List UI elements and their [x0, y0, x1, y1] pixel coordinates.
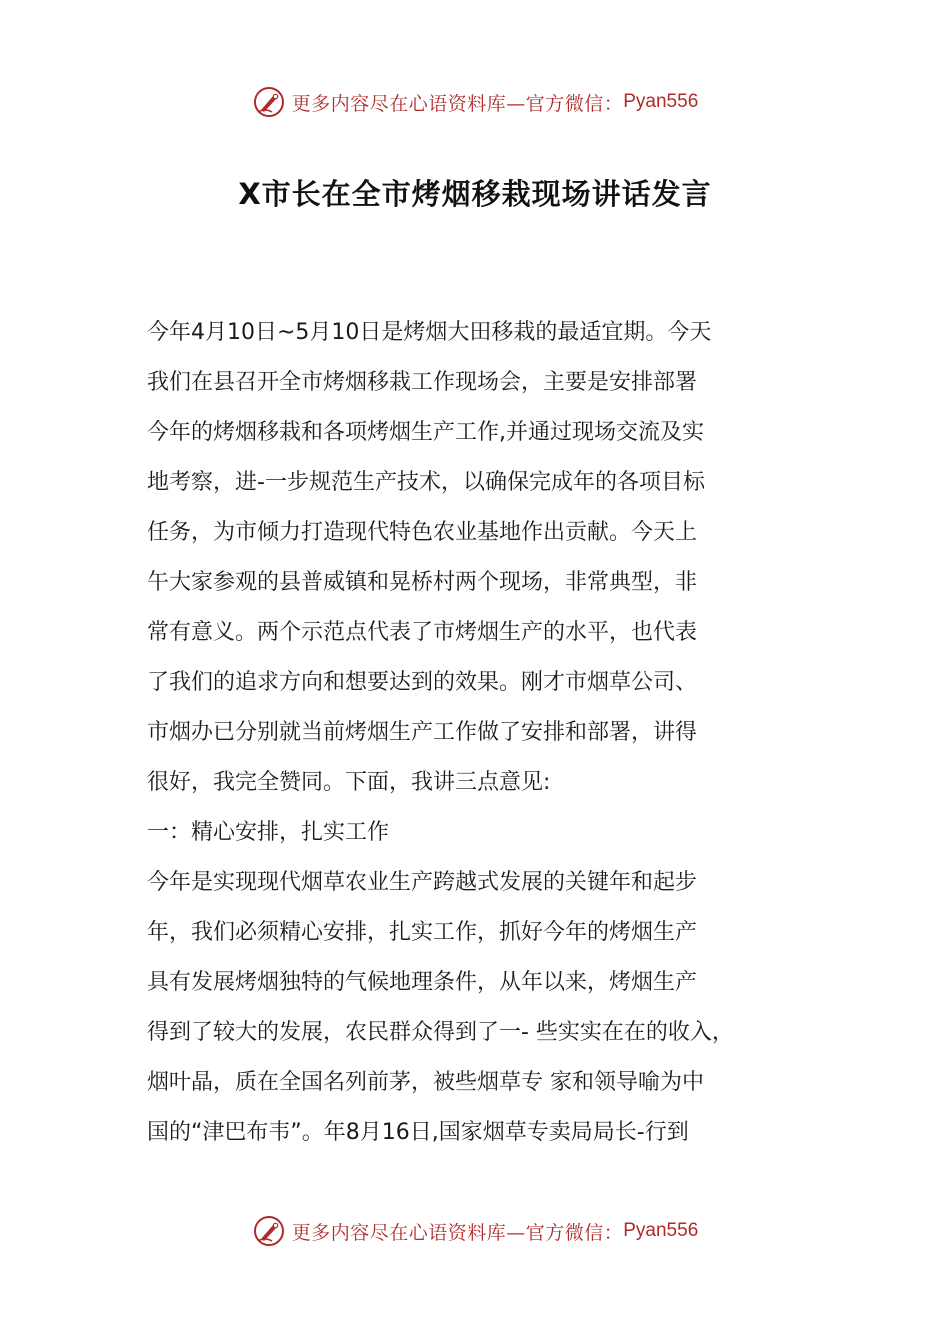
watermark-wechat-id: Pyan556 [623, 91, 699, 112]
body-line: 地考察，进-一步规范生产技术，以确保完成年的各项目标 [147, 470, 705, 495]
watermark-wechat-id: Pyan556 [623, 1220, 699, 1241]
body-line: 了我们的追求方向和想要达到的效果。刚才市烟草公司、 [147, 670, 698, 695]
watermark-text: 更多内容尽在心语资料库—官方微信： [291, 1221, 624, 1244]
body-line: 年，我们必须精心安排，扎实工作，抓好今年的烤烟生产 [147, 920, 698, 945]
body-line: 今年4月10日~5月10日是烤烟大田移栽的最适宜期。今天 [147, 320, 712, 345]
body-line: 任务，为市倾力打造现代特色农业基地作出贡献。今天上 [147, 520, 698, 545]
body-line: 午大家参观的县普威镇和晃桥村两个现场，非常典型，非 [147, 570, 698, 595]
pen-nib-icon [252, 1214, 286, 1248]
body-line: 我们在县召开全市烤烟移栽工作现场会，主要是安排部署 [147, 370, 698, 395]
body-line: 常有意义。两个示范点代表了市烤烟生产的水平，也代表 [147, 620, 698, 645]
section-heading: 一：精心安排，扎实工作 [147, 820, 390, 845]
body-line: 很好，我完全赞同。下面，我讲三点意见: [147, 770, 551, 795]
body-line: 今年是实现现代烟草农业生产跨越式发展的关键年和起步 [147, 870, 698, 895]
body-line: 国的“津巴布韦”。年8月16日,国家烟草专卖局局长-行到 [147, 1120, 689, 1145]
body-line: 得到了较大的发展，农民群众得到了一- 些实实在在的收入， [147, 1020, 734, 1045]
body-line: 今年的烤烟移栽和各项烤烟生产工作,并通过现场交流及实 [147, 420, 704, 445]
watermark-text: 更多内容尽在心语资料库—官方微信： [291, 92, 624, 115]
document-body [147, 308, 807, 1158]
body-line: 市烟办已分别就当前烤烟生产工作做了安排和部署，讲得 [147, 720, 698, 745]
footer-watermark [0, 1211, 950, 1251]
header-watermark [0, 82, 950, 122]
pen-nib-icon [252, 85, 286, 119]
body-line: 具有发展烤烟独特的气候地理条件，从年以来，烤烟生产 [147, 970, 698, 995]
page-title: X市长在全市烤烟移栽现场讲话发言 [238, 177, 712, 211]
body-line: 烟叶晶，质在全国名列前茅，被些烟草专 家和领导喻为中 [147, 1070, 704, 1095]
